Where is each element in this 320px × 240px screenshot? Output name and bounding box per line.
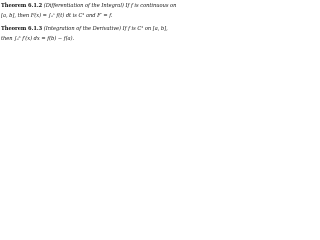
theorem-title: (Differentiation of the Integral) xyxy=(43,3,124,9)
theorem-heading: Theorem 6.1.3 xyxy=(1,26,43,32)
theorem-text-start: If f is continuous on xyxy=(125,3,177,9)
theorem-title: (Integration of the Derivative) xyxy=(43,26,122,32)
theorem-text-start: If f is C¹ on [a, b], xyxy=(122,26,168,32)
document-page xyxy=(0,0,200,46)
theorem-heading: Theorem 6.1.2 xyxy=(1,3,43,9)
theorem-line-2: [a, b], then F(x) = ∫ₐˣ f(t) dt is C¹ and F′ = f. xyxy=(1,13,113,19)
theorem-6-1-3 xyxy=(1,24,198,44)
theorem-line-2: then ∫ₐᵇ f′(x) dx = f(b) − f(a). xyxy=(1,36,75,42)
theorem-6-1-2 xyxy=(1,1,198,21)
theorem-line-1 xyxy=(1,1,198,11)
theorem-line-1 xyxy=(1,24,198,34)
